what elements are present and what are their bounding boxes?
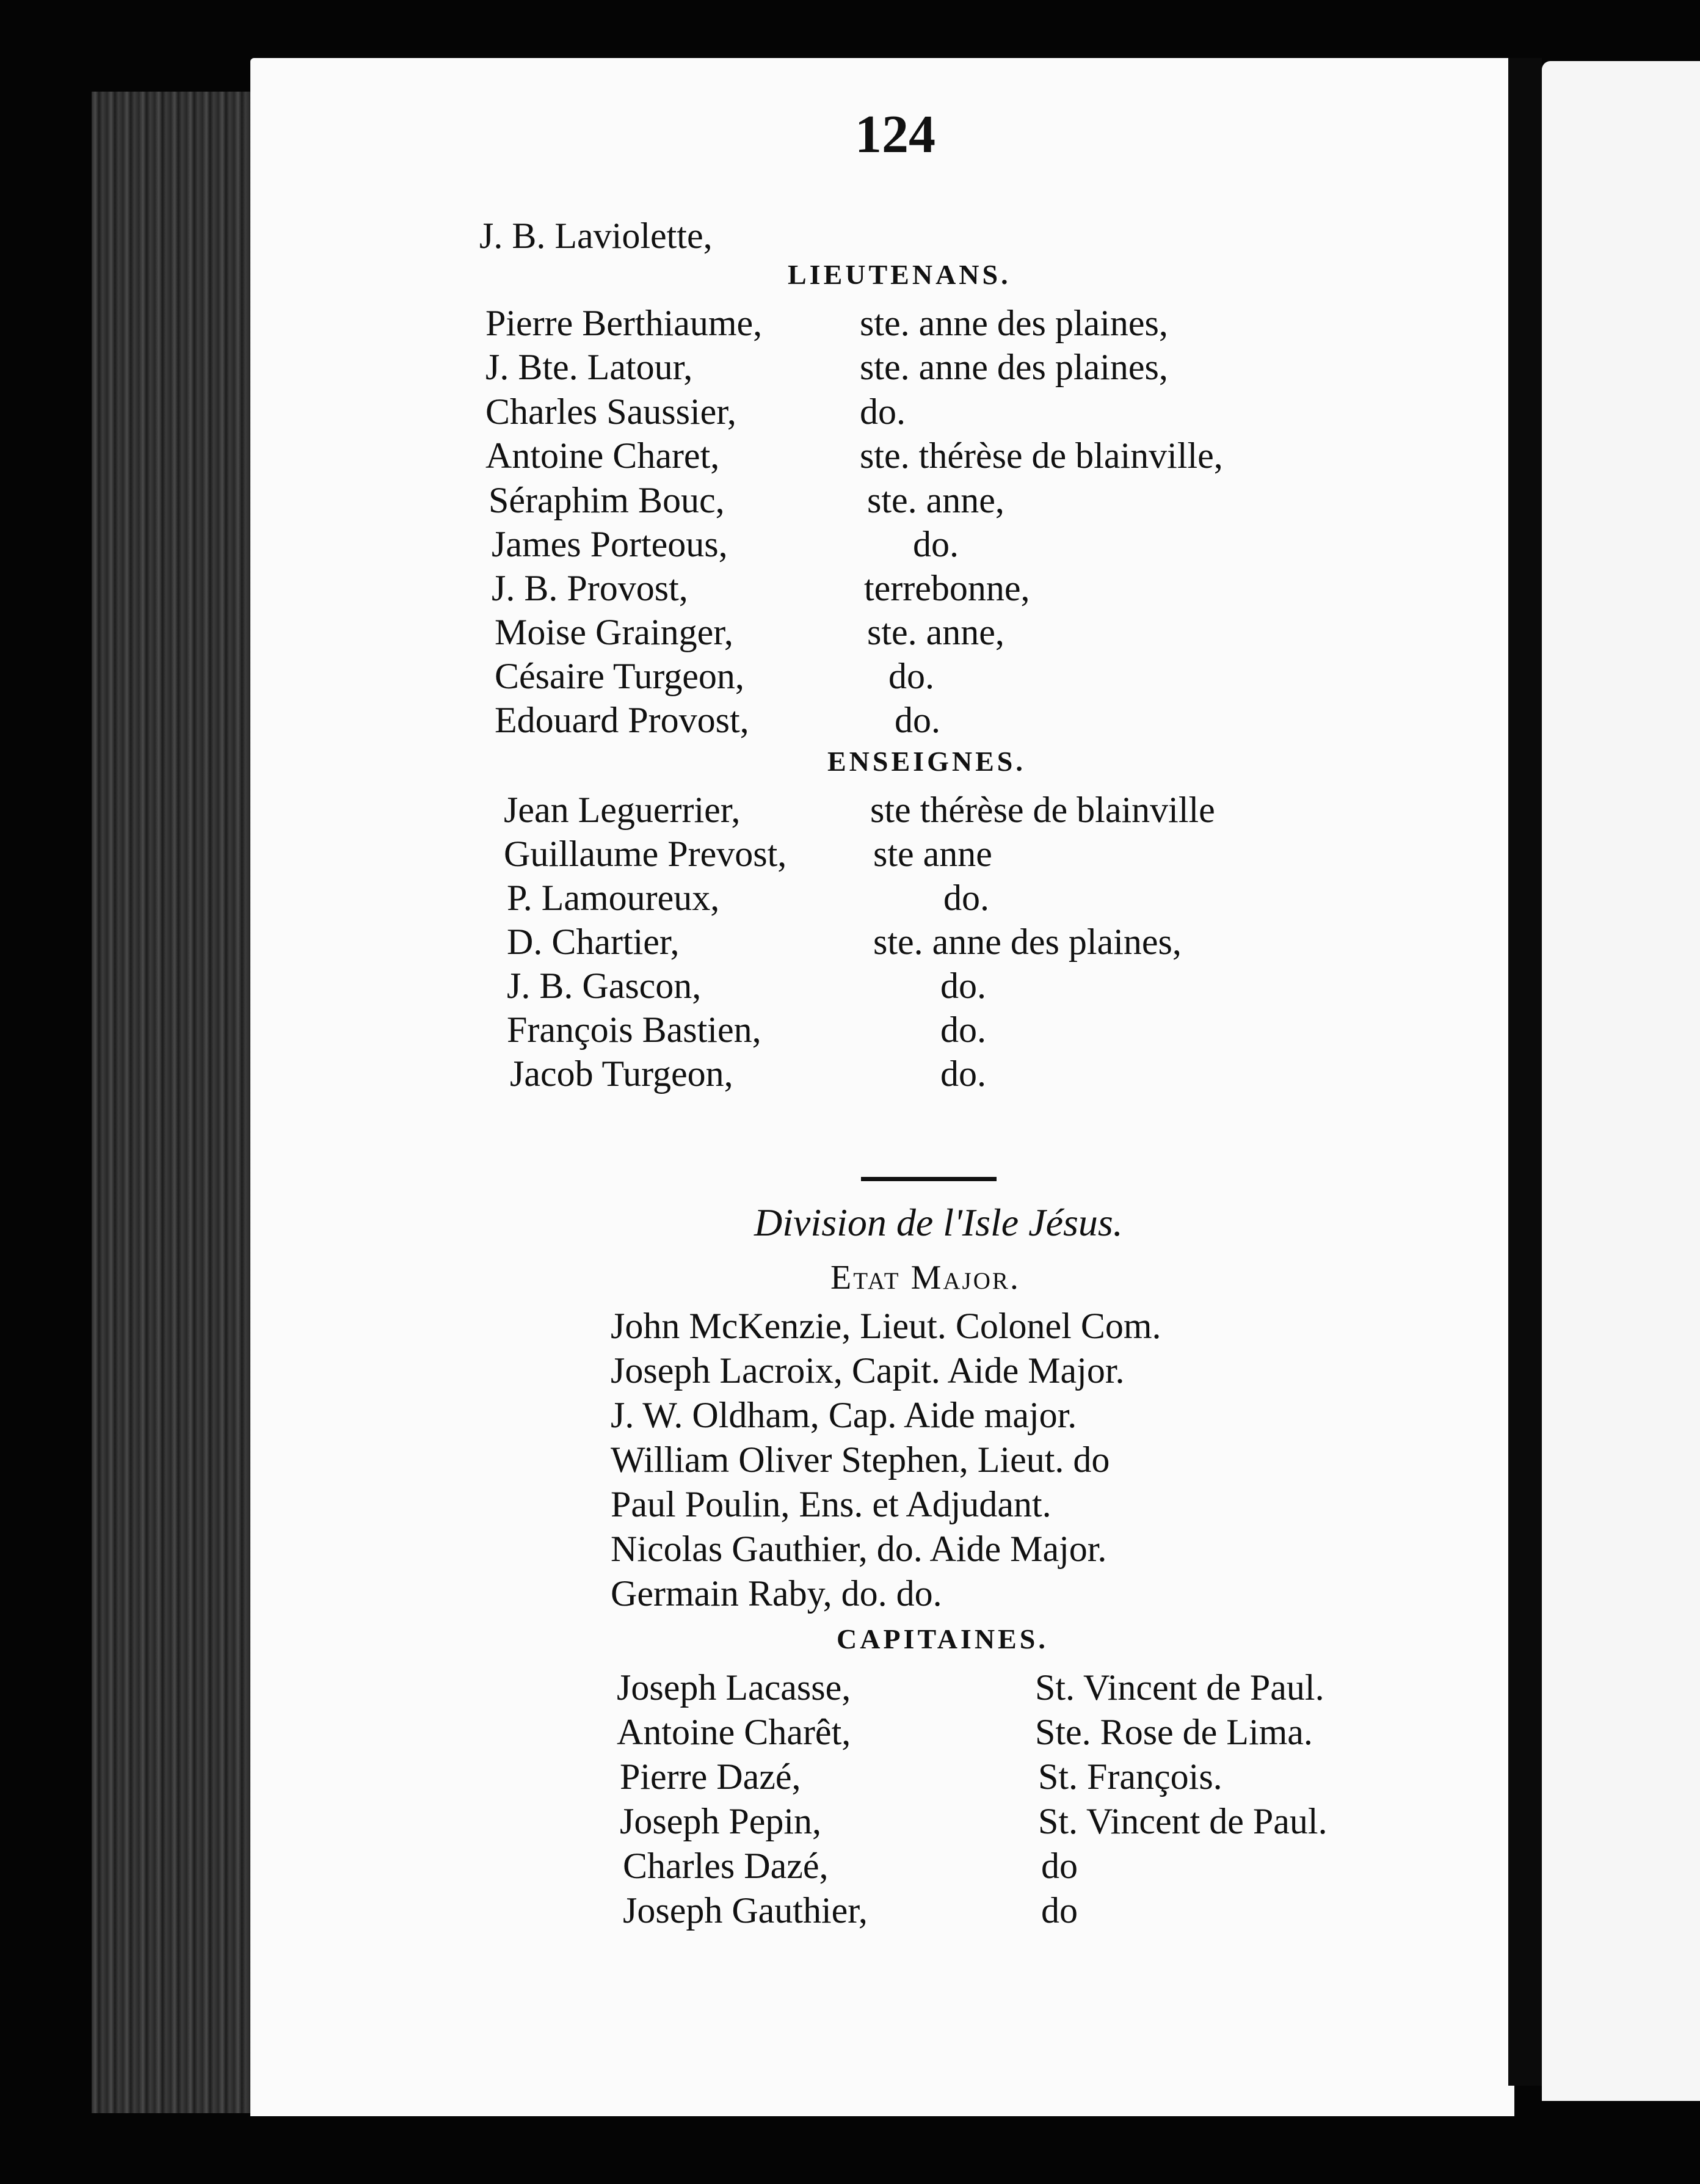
capitaine-name: Antoine Charêt, <box>617 1712 851 1752</box>
page-shadow-edge <box>1508 58 1542 2086</box>
book-page <box>250 58 1514 2116</box>
section-divider-rule <box>861 1177 997 1181</box>
etat-major-line: Joseph Lacroix, Capit. Aide Major. <box>611 1350 1125 1391</box>
heading-etat-major: Etat Major. <box>830 1259 1020 1297</box>
enseigne-name: J. B. Gascon, <box>507 966 702 1006</box>
lieutenant-name: J. B. Provost, <box>492 568 688 608</box>
capitaine-place: St. Vincent de Paul. <box>1035 1667 1324 1708</box>
first-line: J. B. Laviolette, <box>479 216 713 256</box>
lieutenant-name: Charles Saussier, <box>485 391 736 432</box>
division-title: Division de l'Isle Jésus. <box>754 1201 1123 1244</box>
capitaine-name: Joseph Gauthier, <box>623 1890 868 1931</box>
facing-page <box>1542 61 1700 2101</box>
lieutenant-place: do. <box>860 391 906 432</box>
capitaine-place: St. Vincent de Paul. <box>1038 1801 1328 1841</box>
enseigne-name: D. Chartier, <box>507 922 680 962</box>
enseigne-place: do. <box>940 1054 986 1094</box>
lieutenant-place: do. <box>895 700 940 740</box>
enseigne-name: François Bastien, <box>507 1010 761 1050</box>
enseigne-name: P. Lamoureux, <box>507 878 720 918</box>
lieutenant-name: James Porteous, <box>492 524 728 564</box>
capitaine-name: Charles Dazé, <box>623 1846 829 1886</box>
lieutenant-place: ste. anne, <box>867 612 1004 652</box>
capitaine-name: Pierre Dazé, <box>620 1756 801 1797</box>
etat-major-line: Paul Poulin, Ens. et Adjudant. <box>611 1484 1052 1524</box>
lieutenant-name: Séraphim Bouc, <box>489 480 725 520</box>
etat-major-line: Nicolas Gauthier, do. Aide Major. <box>611 1529 1107 1569</box>
heading-enseignes: ENSEIGNES. <box>827 746 1026 777</box>
capitaine-place: do <box>1041 1890 1078 1931</box>
capitaine-place: Ste. Rose de Lima. <box>1035 1712 1313 1752</box>
enseigne-place: ste anne <box>873 834 992 874</box>
lieutenant-name: Edouard Provost, <box>495 700 749 740</box>
enseigne-place: do. <box>943 878 989 918</box>
lieutenant-name: Antoine Charet, <box>485 435 720 476</box>
etat-major-line: John McKenzie, Lieut. Colonel Com. <box>611 1306 1161 1346</box>
capitaine-name: Joseph Pepin, <box>620 1801 821 1841</box>
enseigne-place: do. <box>940 1010 986 1050</box>
lieutenant-place: do. <box>888 656 934 696</box>
etat-major-line: William Oliver Stephen, Lieut. do <box>611 1440 1110 1480</box>
lieutenant-place: ste. anne des plaines, <box>860 303 1168 343</box>
lieutenant-place: ste. thérèse de blainville, <box>860 435 1223 476</box>
capitaine-place: do <box>1041 1846 1078 1886</box>
enseigne-name: Jacob Turgeon, <box>510 1054 733 1094</box>
lieutenant-name: J. Bte. Latour, <box>485 347 693 387</box>
lieutenant-place: ste. anne des plaines, <box>860 347 1168 387</box>
capitaine-name: Joseph Lacasse, <box>617 1667 851 1708</box>
heading-capitaines: CAPITAINES. <box>837 1623 1048 1654</box>
lieutenant-place: ste. anne, <box>867 480 1004 520</box>
lieutenant-name: Pierre Berthiaume, <box>485 303 763 343</box>
capitaine-place: St. François. <box>1038 1756 1222 1797</box>
etat-major-line: Germain Raby, do. do. <box>611 1573 942 1614</box>
lieutenant-name: Césaire Turgeon, <box>495 656 744 696</box>
enseigne-place: ste thérèse de blainville <box>870 790 1215 830</box>
heading-lieutenans: LIEUTENANS. <box>788 259 1011 290</box>
page-number: 124 <box>855 105 935 164</box>
enseigne-place: do. <box>940 966 986 1006</box>
lieutenant-name: Moise Grainger, <box>495 612 733 652</box>
enseigne-name: Jean Leguerrier, <box>504 790 741 830</box>
enseigne-name: Guillaume Prevost, <box>504 834 787 874</box>
etat-major-line: J. W. Oldham, Cap. Aide major. <box>611 1395 1077 1435</box>
enseigne-place: ste. anne des plaines, <box>873 922 1182 962</box>
lieutenant-place: terrebonne, <box>864 568 1030 608</box>
lieutenant-place: do. <box>913 524 959 564</box>
